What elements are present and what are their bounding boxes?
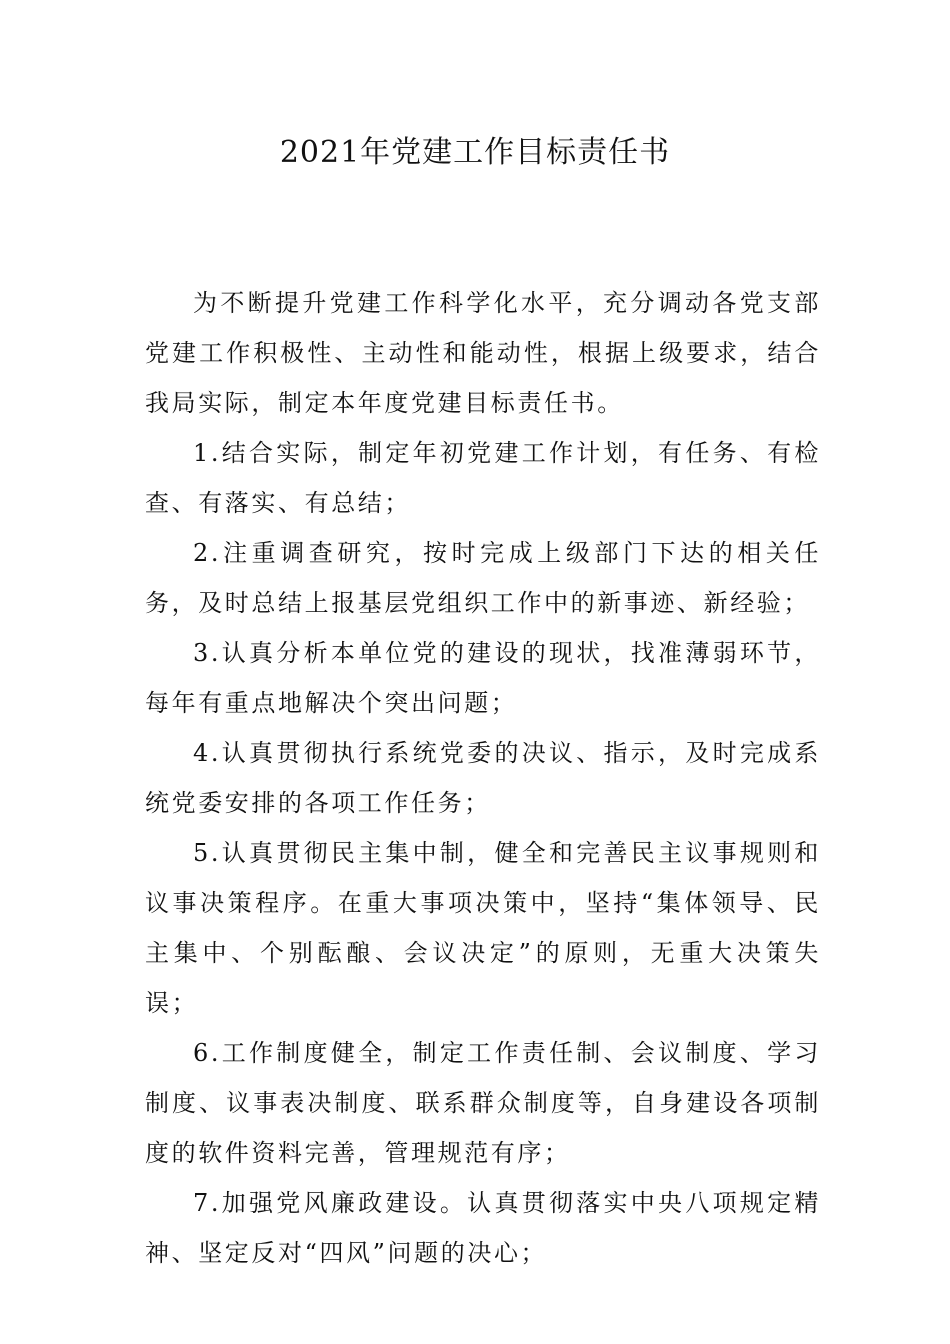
paragraph-intro: 为不断提升党建工作科学化水平，充分调动各党支部党建工作积极性、主动性和能动性，根据上级要求，结合我局实际，制定本年度党建目标责任书。 xyxy=(145,289,821,417)
paragraph-item-5: 5.认真贯彻民主集中制，健全和完善民主议事规则和议事决策程序。在重大事项决策中，坚持“集体领导、民主集中、个别酝酿、会议决定”的原则，无重大决策失误； xyxy=(145,839,821,1017)
document-title: 2021年党建工作目标责任书 xyxy=(279,135,671,170)
paragraph-item-6: 6.工作制度健全，制定工作责任制、会议制度、学习制度、议事表决制度、联系群众制度等，自身建设各项制度的软件资料完善，管理规范有序； xyxy=(145,1039,821,1167)
paragraph-item-7: 7.加强党风廉政建设。认真贯彻落实中央八项规定精神、坚定反对“四风”问题的决心； xyxy=(145,1189,821,1267)
paragraph-item-1: 1.结合实际，制定年初党建工作计划，有任务、有检查、有落实、有总结； xyxy=(145,439,821,517)
document-body xyxy=(145,278,821,1278)
paragraph-item-3: 3.认真分析本单位党的建设的现状，找准薄弱环节，每年有重点地解决个突出问题； xyxy=(145,639,821,717)
paragraph-item-2: 2.注重调查研究，按时完成上级部门下达的相关任务，及时总结上报基层党组织工作中的新事迹、新经验； xyxy=(145,539,821,617)
paragraph-item-4: 4.认真贯彻执行系统党委的决议、指示，及时完成系统党委安排的各项工作任务； xyxy=(145,739,821,817)
